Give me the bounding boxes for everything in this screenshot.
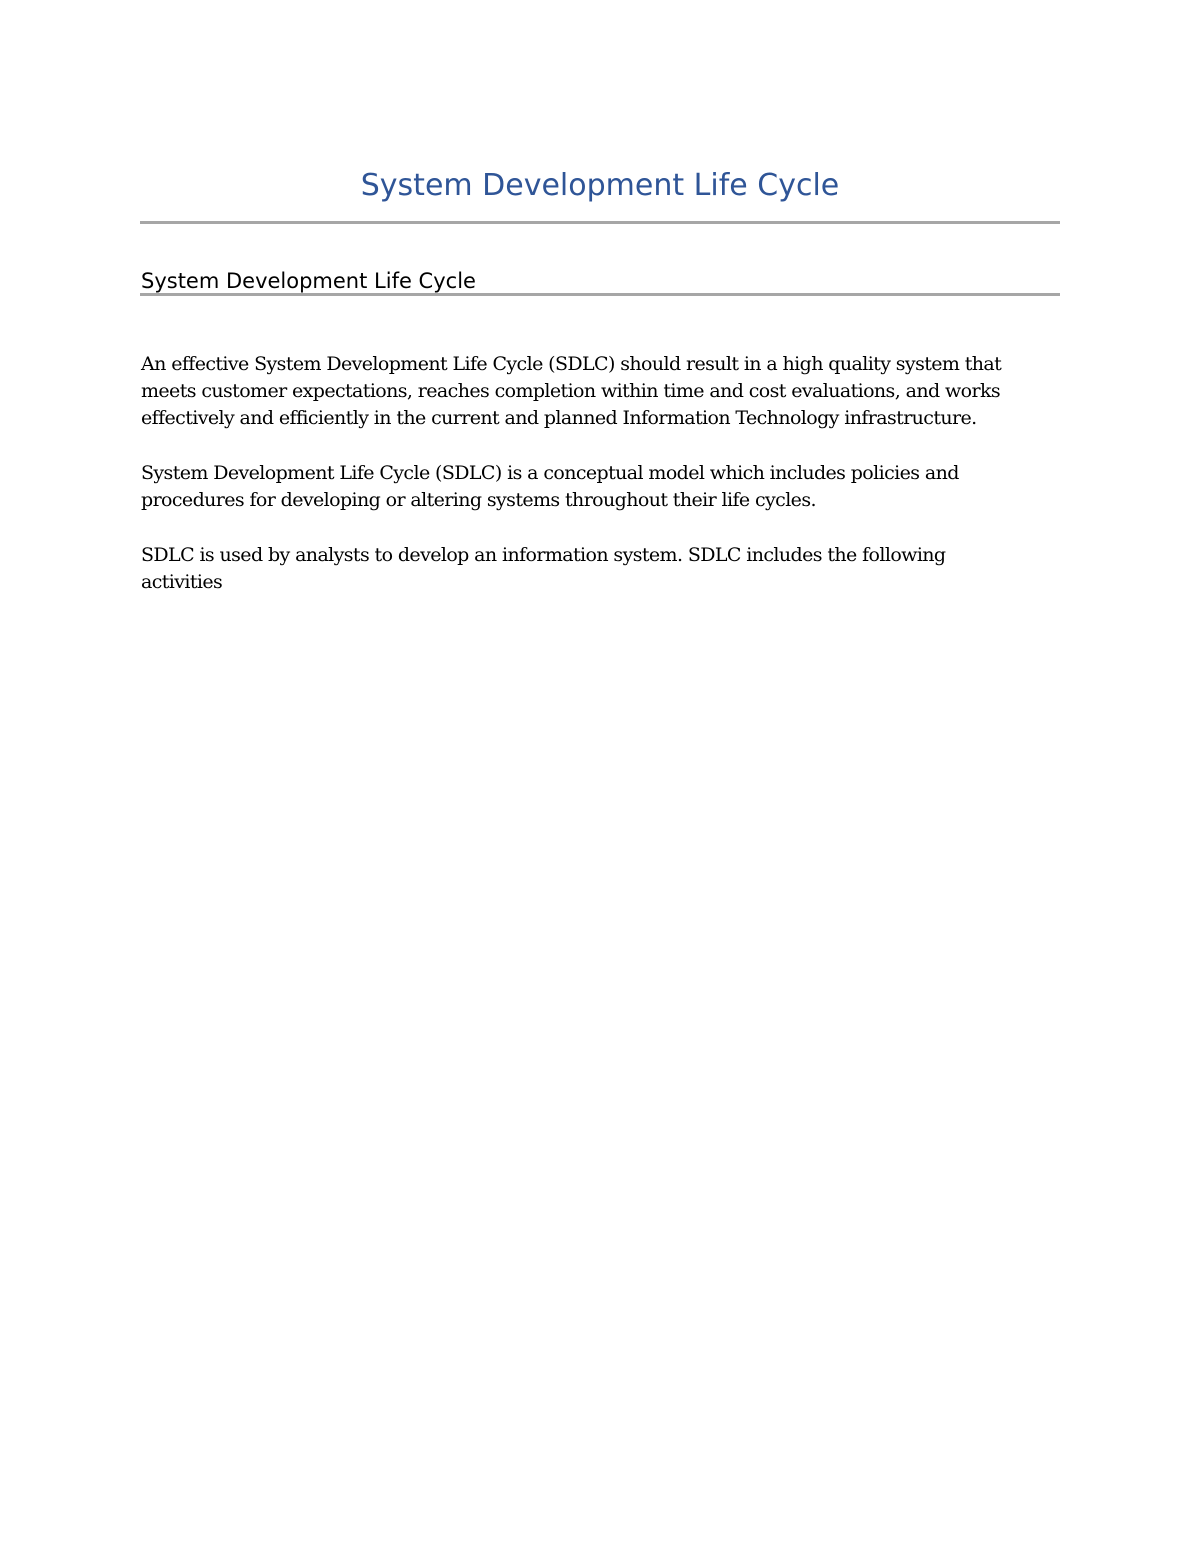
paragraph-line: SDLC is used by analysts to develop an information system. SDLC includes the following bbox=[141, 544, 946, 566]
paragraph-line: activities bbox=[141, 571, 223, 593]
paragraph-line: System Development Life Cycle (SDLC) is a conceptual model which includes policies and bbox=[141, 462, 959, 484]
section-divider bbox=[140, 293, 1060, 296]
paragraph-line: effectively and efficiently in the current and planned Information Technology infrastructure. bbox=[141, 407, 977, 429]
paragraph-sdlc-definition bbox=[141, 460, 1061, 514]
paragraph-sdlc-effective bbox=[141, 351, 1061, 432]
paragraph-sdlc-activities bbox=[141, 542, 1061, 596]
document-title: System Development Life Cycle bbox=[360, 168, 840, 203]
section-heading: System Development Life Cycle bbox=[141, 269, 476, 293]
paragraph-line: An effective System Development Life Cycle (SDLC) should result in a high quality system that bbox=[141, 353, 1002, 375]
paragraph-line: procedures for developing or altering systems throughout their life cycles. bbox=[141, 489, 816, 511]
paragraph-line: meets customer expectations, reaches completion within time and cost evaluations, and works bbox=[141, 380, 1001, 402]
title-divider bbox=[140, 221, 1060, 224]
